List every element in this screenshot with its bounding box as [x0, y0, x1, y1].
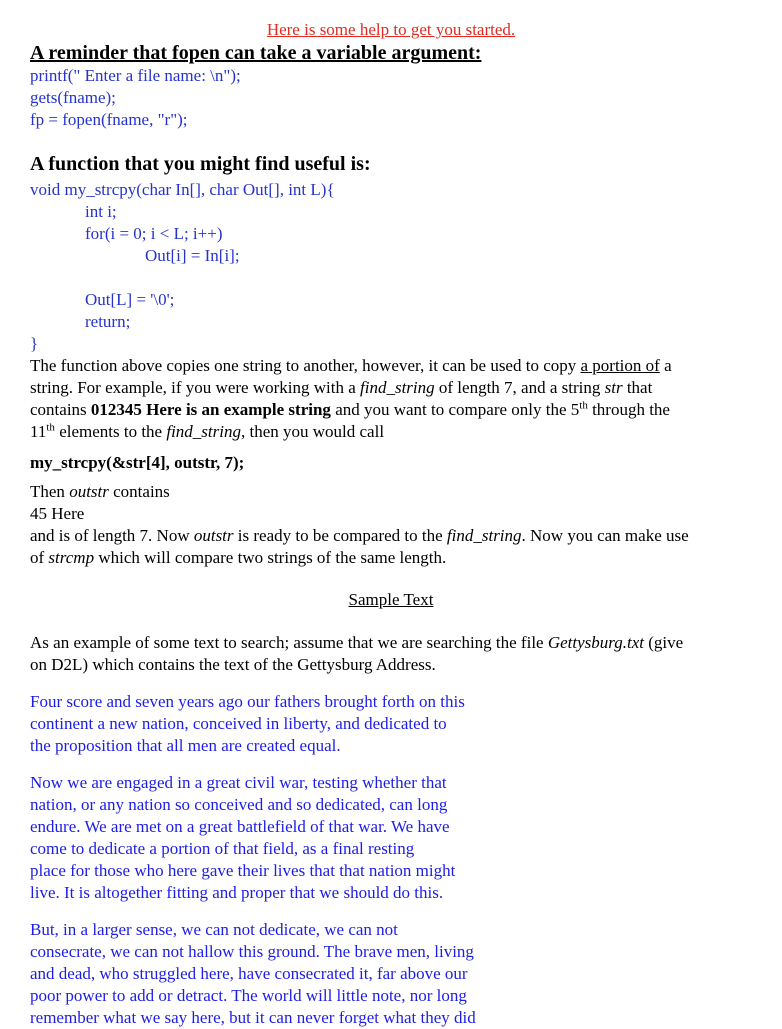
- code-line: Out[L] = '\0';: [85, 290, 175, 309]
- code-line: Out[i] = In[i];: [145, 246, 240, 265]
- text-line: poor power to add or detract. The world will little note, nor long: [30, 986, 467, 1005]
- code-line: }: [30, 334, 39, 353]
- strcpy-call-line: my_strcpy(&str[4], outstr, 7);: [30, 453, 245, 472]
- text-line: on D2L) which contains the text of the Gettysburg Address.: [30, 655, 436, 674]
- fopen-code-block: [30, 65, 752, 131]
- gettysburg-paragraph-1: [30, 691, 752, 757]
- text-line: come to dedicate a portion of that field, as a final resting: [30, 839, 415, 858]
- sample-text-heading: Sample Text: [348, 590, 434, 609]
- text-line: and is of length 7. Now outstr is ready to be compared to the find_string. Now you can make use: [30, 526, 689, 545]
- code-line: return;: [85, 312, 131, 331]
- result-paragraph: [30, 481, 752, 569]
- code-line: printf(" Enter a file name: \n");: [30, 66, 241, 85]
- text-line: 45 Here: [30, 504, 85, 523]
- code-line: gets(fname);: [30, 88, 116, 107]
- reminder-heading: A reminder that fopen can take a variable argument:: [30, 42, 482, 64]
- text-line: the proposition that all men are created equal.: [30, 736, 341, 755]
- gettysburg-paragraph-2: [30, 772, 752, 904]
- text-line: and dead, who struggled here, have consecrated it, far above our: [30, 964, 468, 983]
- code-line: int i;: [85, 202, 117, 221]
- text-line: string. For example, if you were working with a find_string of length 7, and a string str that: [30, 378, 653, 397]
- text-line: But, in a larger sense, we can not dedicate, we can not: [30, 920, 398, 939]
- gettysburg-paragraph-3: [30, 919, 752, 1029]
- help-link[interactable]: Here is some help to get you started.: [266, 20, 516, 39]
- text-line: endure. We are met on a great battlefield of that war. We have: [30, 817, 450, 836]
- text-line: consecrate, we can not hallow this ground. The brave men, living: [30, 942, 474, 961]
- text-line: remember what we say here, but it can never forget what they did: [30, 1008, 476, 1027]
- code-line: fp = fopen(fname, "r");: [30, 110, 188, 129]
- text-line: continent a new nation, conceived in liberty, and dedicated to: [30, 714, 447, 733]
- code-line: [30, 267, 752, 289]
- function-heading: A function that you might find useful is:: [30, 153, 371, 175]
- explanation-paragraph: [30, 355, 752, 443]
- text-line: contains 012345 Here is an example string and you want to compare only the 5th through the: [30, 399, 670, 419]
- strcpy-code-block: [30, 179, 752, 355]
- code-line: for(i = 0; i < L; i++): [85, 224, 223, 243]
- text-line: live. It is altogether fitting and proper that we should do this.: [30, 883, 444, 902]
- text-line: place for those who here gave their lives that that nation might: [30, 861, 456, 880]
- text-line: nation, or any nation so conceived and so dedicated, can long: [30, 795, 448, 814]
- code-line: void my_strcpy(char In[], char Out[], int L){: [30, 180, 335, 199]
- text-line: Four score and seven years ago our fathers brought forth on this: [30, 692, 465, 711]
- text-line: Then outstr contains: [30, 482, 170, 501]
- text-line: 11th elements to the find_string, then you would call: [30, 421, 385, 441]
- text-line: As an example of some text to search; assume that we are searching the file Gettysburg.txt (give: [30, 633, 684, 652]
- search-intro-paragraph: [30, 632, 752, 676]
- text-line: The function above copies one string to another, however, it can be used to copy a portion of a: [30, 356, 672, 375]
- text-line: of strcmp which will compare two strings of the same length.: [30, 548, 447, 567]
- text-line: Now we are engaged in a great civil war, testing whether that: [30, 773, 447, 792]
